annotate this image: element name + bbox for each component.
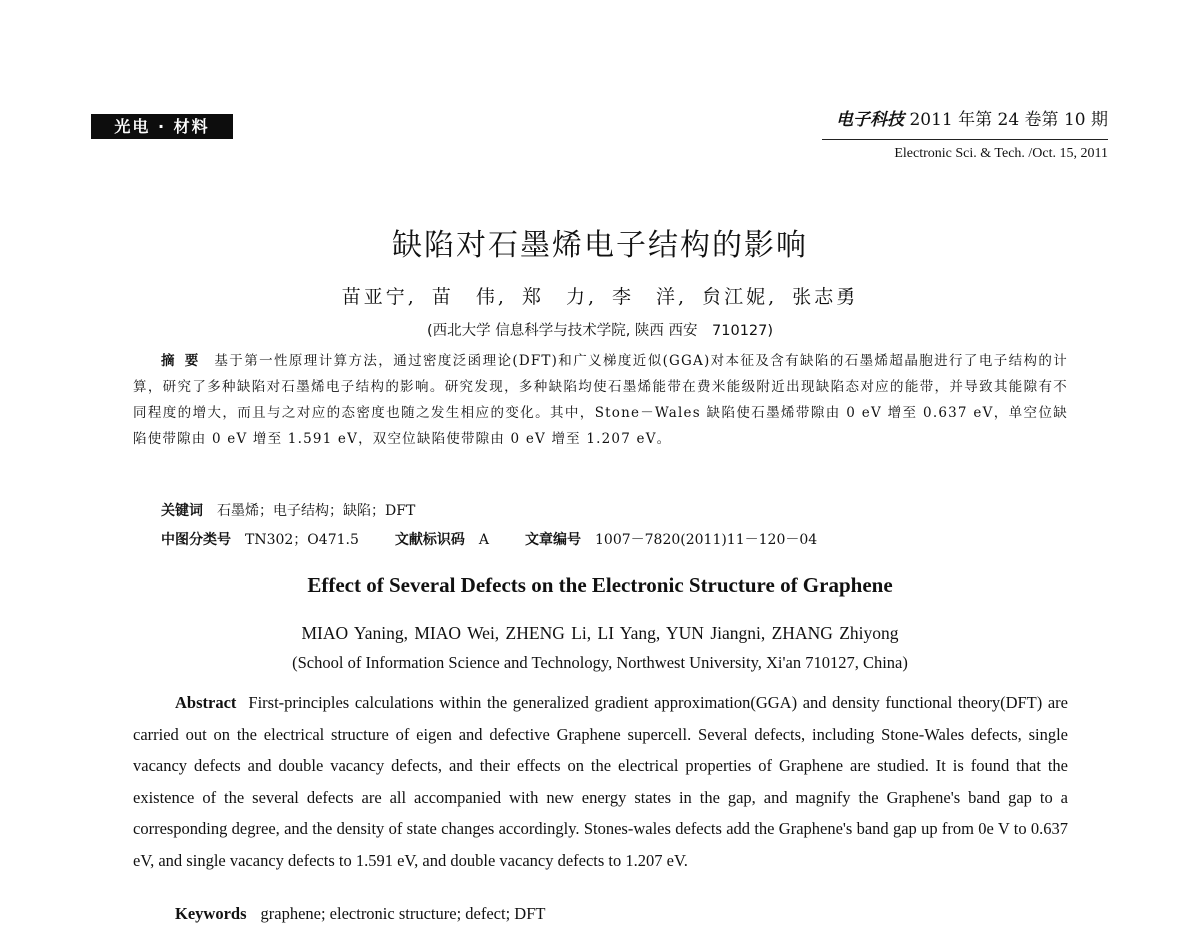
keywords-cn-label: 关键词 — [161, 503, 203, 519]
clc-value: TN302；O471.5 — [245, 532, 359, 548]
keywords-cn — [161, 500, 415, 520]
header-rule — [822, 139, 1108, 140]
abstract-cn-label: 摘要 — [161, 353, 209, 369]
abstract-en-text: First-principles calculations within the generalized gradient approximation(GGA) and density functional theory(DFT) are carried out on the electrical structure of eigen and defective Graphene supercell. Several defects, including Stone-Wales defects, single vacancy defects and double vacancy defects, and their effects on the electrical properties of Graphene are studied. It is found that the existence of the several defects are all accompanied with new energy states in the gap, and magnify the Graphene's band gap to a corresponding degree, and the density of state changes accordingly. Stones-wales defects add the Graphene's band gap up from 0e V to 0.637 eV, and single vacancy defects to 1.591 eV, and double vacancy defects to 1.207 eV. — [133, 693, 1068, 870]
section-tag: 光电 · 材料 — [91, 114, 233, 139]
authors-cn: 苗亚宁, 苗 伟, 郑 力, 李 洋, 贠江妮, 张志勇 — [341, 286, 859, 308]
keywords-en — [175, 904, 545, 924]
abstract-en-label: Abstract — [175, 693, 237, 712]
keywords-cn-text: 石墨烯；电子结构；缺陷；DFT — [217, 503, 416, 519]
page-title-en: Effect of Several Defects on the Electronic Structure of Graphene — [307, 573, 893, 597]
page-title-cn: 缺陷对石墨烯电子结构的影响 — [392, 228, 808, 263]
article-no-value: 1007－7820(2011)11－120－04 — [595, 532, 818, 548]
doc-code-value: A — [478, 532, 489, 548]
journal-logo: 电子科技 — [836, 110, 905, 130]
doc-code-label: 文献标识码 — [394, 532, 465, 548]
keywords-en-text: graphene; electronic structure; defect; DFT — [260, 904, 546, 923]
journal-header — [836, 105, 1108, 130]
article-no-label: 文章编号 — [525, 532, 581, 548]
keywords-en-label: Keywords — [175, 904, 247, 923]
clc-label: 中图分类号 — [161, 532, 231, 548]
classification-line — [161, 529, 817, 549]
abstract-cn-text: 基于第一性原理计算方法，通过密度泛函理论(DFT)和广义梯度近似(GGA)对本征及含有缺陷的石墨烯超晶胞进行了电子结构的计算，研究了多种缺陷对石墨烯电子结构的影响。研究发现，多种缺陷均使石墨烯能带在费米能级附近出现缺陷态对应的能带，并导致其能隙有不同程度的增大，而且与之对应的态密度也随之发生相应的变化。其中，Stone－Wales 缺陷使石墨烯带隙由 0 eV 增至 0.637 eV，单空位缺陷使带隙由 0 eV 增至 1.591 eV，双空位缺陷使带隙由 0 eV 增至 1.207 eV。 — [133, 353, 1069, 447]
abstract-cn — [133, 348, 1068, 452]
issue-cn: 2011 年第 24 卷第 10 期 — [909, 110, 1108, 130]
authors-en: MIAO Yaning, MIAO Wei, ZHENG Li, LI Yang, YUN Jiangni, ZHANG Zhiyong — [301, 623, 899, 643]
affiliation-en: (School of Information Science and Technology, Northwest University, Xi'an 710127, China) — [292, 653, 908, 672]
affiliation-cn: (西北大学 信息科学与技术学院, 陕西 西安 710127) — [426, 323, 774, 339]
issue-en: Electronic Sci. & Tech. /Oct. 15, 2011 — [894, 146, 1108, 161]
abstract-en — [133, 687, 1068, 876]
